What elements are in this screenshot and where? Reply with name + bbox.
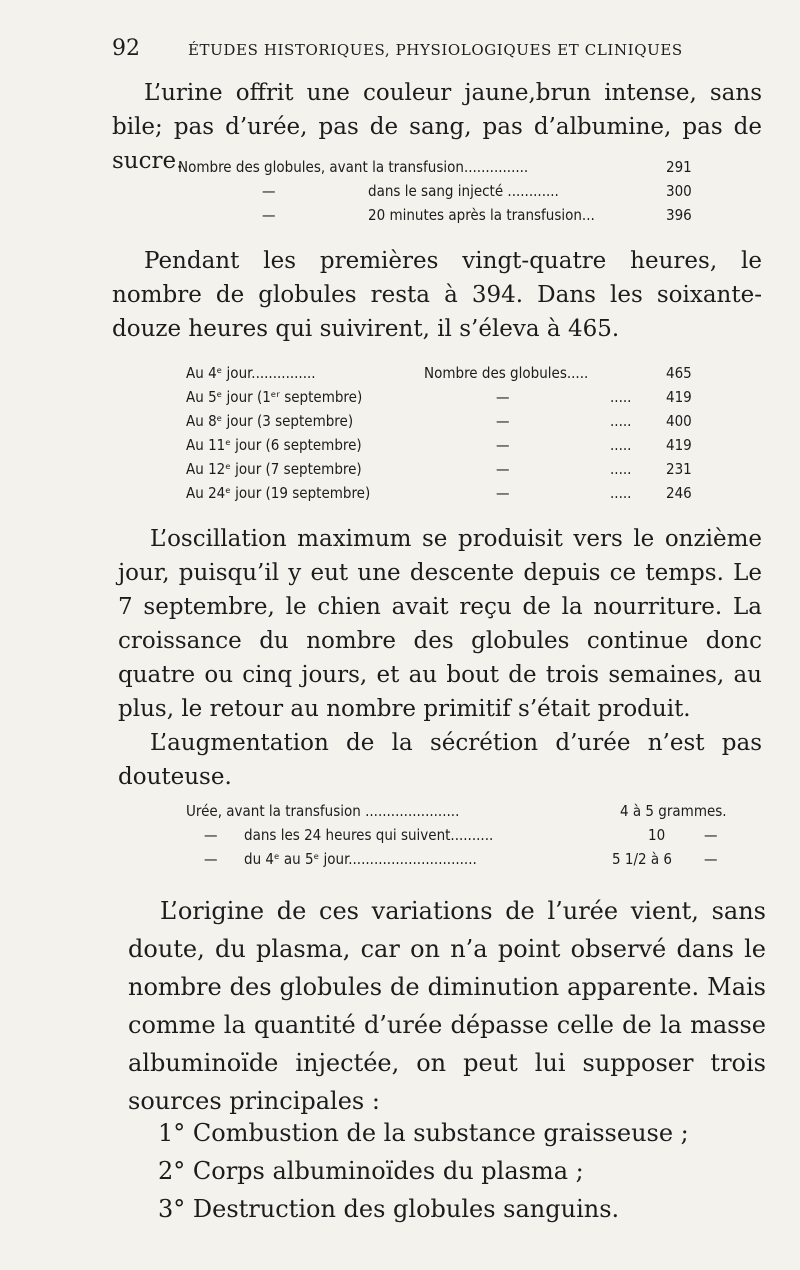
daily-globules-table [186,364,716,508]
row-dots: ..... [610,412,632,430]
table-row [186,826,766,850]
row-label: dans les 24 heures qui suivent.......... [244,826,494,844]
row-day: Au 4ᵉ jour............... [186,364,316,382]
row-label: 20 minutes après la transfusion... [368,206,595,224]
row-label: dans le sang injecté ............ [368,182,559,200]
row-value: 396 [666,206,692,224]
row-dots: ..... [610,460,632,478]
table-row [186,850,766,874]
running-title: ÉTUDES HISTORIQUES, PHYSIOLOGIQUES ET CLINIQUES [188,41,683,59]
table-row [186,802,766,826]
ditto-dash: — [496,412,510,430]
ditto-dash: — [262,182,276,200]
paragraph-origin [128,892,766,1120]
row-value: 231 [666,460,692,478]
ditto-dash: — [204,826,218,844]
row-value: 300 [666,182,692,200]
page-header [112,30,762,66]
table-row [186,412,716,436]
row-unit: — [704,826,718,844]
ditto-dash: — [496,484,510,502]
row-value: 5 1/2 à 6 [612,850,673,868]
row-heading: Nombre des globules..... [424,364,589,382]
paragraph-text: L’oscillation maximum se produisit vers le onzième jour, puisqu’il y eut une descente depuis ce temps. Le 7 septembre, le chien avait reçu de la nourriture. La croissance du nombre des globules continue donc quatre ou cinq jours, et au bout de trois semaines, au plus, le retour au nombre primitif s’était produit. [118,526,762,722]
table-row [186,460,716,484]
table-row [186,388,716,412]
row-label: Urée, avant la transfusion ...................... [186,802,460,820]
row-dots: ..... [610,484,632,502]
table-row [178,182,708,206]
row-value: 419 [666,436,692,454]
row-day: Au 5ᵉ jour (1ᵉʳ septembre) [186,388,363,406]
ditto-dash: — [496,460,510,478]
row-unit: — [704,850,718,868]
paragraph-text: L’urine offrit une couleur jaune,brun intense, sans bile; pas d’urée, pas de sang, pas d’albumine, pas de sucre. [112,80,762,174]
paragraph-text: L’origine de ces variations de l’urée vient, sans doute, du plasma, car on n’a point observé dans le nombre des globules de diminution apparente. Mais comme la quantité d’urée dépasse celle de la masse albuminoïde injectée, on peut lui supposer trois sources principales : [128,897,766,1115]
urea-table [186,802,766,874]
paragraph-text-urea: L’augmentation de la sécrétion d’urée n’est pas douteuse. [118,730,762,790]
paragraph-oscillation [118,522,762,794]
ditto-dash: — [496,436,510,454]
page-number: 92 [112,36,140,61]
row-value: 246 [666,484,692,502]
row-dots: ..... [610,436,632,454]
table-row [186,364,716,388]
row-value: 10 [648,826,666,844]
row-value: 291 [666,158,692,176]
row-day: Au 8ᵉ jour (3 septembre) [186,412,354,430]
row-value: 400 [666,412,692,430]
row-value: 4 à 5 grammes. [620,802,727,820]
row-label: du 4ᵉ au 5ᵉ jour.............................. [244,850,477,868]
ditto-dash: — [262,206,276,224]
list-item: 3° Destruction des globules sanguins. [158,1195,620,1223]
table-row [178,206,708,230]
row-dots: ..... [610,388,632,406]
table-row [186,436,716,460]
globule-count-table [178,158,708,230]
row-day: Au 11ᵉ jour (6 septembre) [186,436,362,454]
paragraph-first-hours [112,244,762,346]
sources-list [158,1114,689,1228]
ditto-dash: — [496,388,510,406]
row-value: 419 [666,388,692,406]
row-day: Au 24ᵉ jour (19 septembre) [186,484,371,502]
table-row [186,484,716,508]
paragraph-text: Pendant les premières vingt-quatre heures, le nombre de globules resta à 394. Dans les soixante-douze heures qui suivirent, il s’éleva à 465. [112,248,762,342]
row-value: 465 [666,364,692,382]
list-item: 1° Combustion de la substance graisseuse ; [158,1119,689,1147]
row-day: Au 12ᵉ jour (7 septembre) [186,460,362,478]
list-item: 2° Corps albuminoïdes du plasma ; [158,1157,584,1185]
table-row [178,158,708,182]
ditto-dash: — [204,850,218,868]
row-label: Nombre des globules, avant la transfusion............... [178,158,529,176]
